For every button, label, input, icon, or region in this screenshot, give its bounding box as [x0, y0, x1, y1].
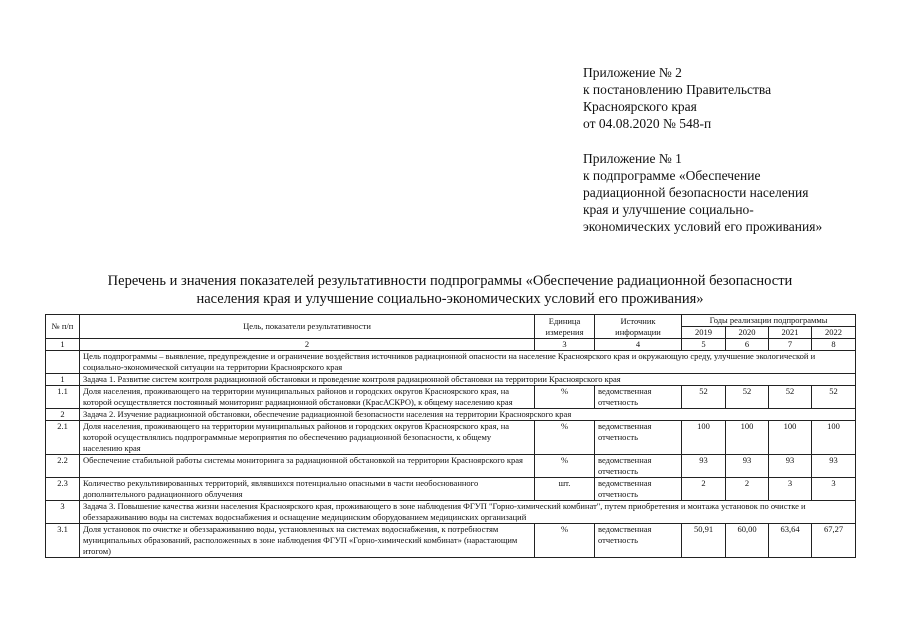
row-value: 67,27: [812, 524, 856, 558]
row-value: 52: [726, 386, 769, 409]
row-unit: %: [535, 524, 595, 558]
header-source: Источник информации: [595, 315, 682, 339]
column-number-row: [46, 339, 856, 351]
row-value: 100: [769, 421, 812, 455]
task-text: Задача 2. Изучение радиационной обстановки, обеспечение радиационной безопасности населения на территории Красноярского края: [80, 409, 856, 421]
row-value: 52: [682, 386, 726, 409]
row-num: 1.1: [46, 386, 80, 409]
row-unit: %: [535, 455, 595, 478]
row-value: 3: [812, 478, 856, 501]
row-value: 52: [769, 386, 812, 409]
column-number: 5: [682, 339, 726, 351]
row-text: Доля установок по очистке и обеззараживанию воды, установленных на системах водоснабжения, к потребностям муниципальных образований, расположенных в зоне наблюдения ФГУП «Горно-химический комбинат» (нарастающим итогом): [80, 524, 535, 558]
task-text: Задача 1. Развитие систем контроля радиационной обстановки и проведение контроля радиационной обстановки на территории Красноярского края: [80, 374, 856, 386]
row-num: 2.1: [46, 421, 80, 455]
row-num: 3.1: [46, 524, 80, 558]
appendix-2-block: [583, 64, 771, 132]
document-title-line-2: населения края и улучшение социально-экономических условий его проживания»: [196, 291, 704, 307]
appendix-1-line: к подпрограмме «Обеспечение: [583, 168, 761, 183]
row-value: 2: [682, 478, 726, 501]
row-text: Доля населения, проживающего на территории муниципальных районов и городских округов Красноярского края, на которой осуществляется постоянный мониторинг радиационной обстановки (КрасАСКРО), к общему населению края: [80, 386, 535, 409]
column-number: 7: [769, 339, 812, 351]
row-value: 60,00: [726, 524, 769, 558]
row-value: 3: [769, 478, 812, 501]
header-year: 2021: [769, 327, 812, 339]
column-number: 8: [812, 339, 856, 351]
indicators-table: [45, 314, 856, 558]
row-value: 52: [812, 386, 856, 409]
appendix-1-line: края и улучшение социально-: [583, 202, 754, 217]
row-text: Количество рекультивированных территорий, являвшихся потенциально опасными в части необоснованного дополнительного радиационного облучения: [80, 478, 535, 501]
table-row: [46, 524, 856, 558]
row-text: Обеспечение стабильной работы системы мониторинга за радиационной обстановкой на территории Красноярского края: [80, 455, 535, 478]
row-value: 93: [812, 455, 856, 478]
row-value: 100: [812, 421, 856, 455]
document-title-line-1: Перечень и значения показателей результативности подпрограммы «Обеспечение радиационной безопасности: [107, 273, 793, 289]
table-row: [46, 421, 856, 455]
task-num: 3: [46, 501, 80, 524]
column-number: 3: [535, 339, 595, 351]
header-year: 2020: [726, 327, 769, 339]
appendix-1-line: экономических условий его проживания»: [583, 219, 823, 234]
row-value: 2: [726, 478, 769, 501]
row-num: 2.2: [46, 455, 80, 478]
appendix-2-line: Красноярского края: [583, 99, 697, 114]
row-text: Доля населения, проживающего на территории муниципальных районов и городских округов Красноярского края, на которой осуществлялись подпрограммные мероприятия по обеспечению радиационной безопасности, к общему населению края: [80, 421, 535, 455]
task-row: [46, 374, 856, 386]
header-goal: Цель, показатели результативности: [80, 315, 535, 339]
row-value: 100: [682, 421, 726, 455]
task-num: 1: [46, 374, 80, 386]
task-text: Задача 3. Повышение качества жизни населения Красноярского края, проживающего в зоне наблюдения ФГУП "Горно-химический комбинат", путем приобретения и монтажа установок по очистке и обеззараживанию воды на системах водоснабжения и оснащение медицинским оборудованием медицинских организаций: [80, 501, 856, 524]
task-num: 2: [46, 409, 80, 421]
appendix-1-block: [583, 150, 822, 235]
header-years-group: Годы реализации подпрограммы: [682, 315, 856, 327]
row-value: 93: [682, 455, 726, 478]
row-source: ведомственная отчетность: [595, 455, 682, 478]
table-row: [46, 478, 856, 501]
appendix-1-line: радиационной безопасности населения: [583, 185, 809, 200]
column-number: 1: [46, 339, 80, 351]
header-year: 2019: [682, 327, 726, 339]
task-row: [46, 409, 856, 421]
column-number: 2: [80, 339, 535, 351]
header-num: № п/п: [46, 315, 80, 339]
table-row: [46, 386, 856, 409]
row-value: 100: [726, 421, 769, 455]
row-source: ведомственная отчетность: [595, 478, 682, 501]
header-year: 2022: [812, 327, 856, 339]
task-row: [46, 501, 856, 524]
appendix-2-line: от 04.08.2020 № 548-п: [583, 116, 712, 131]
row-source: ведомственная отчетность: [595, 524, 682, 558]
column-number: 4: [595, 339, 682, 351]
row-value: 50,91: [682, 524, 726, 558]
column-number: 6: [726, 339, 769, 351]
row-num: 2.3: [46, 478, 80, 501]
row-unit: %: [535, 386, 595, 409]
row-source: ведомственная отчетность: [595, 386, 682, 409]
row-unit: шт.: [535, 478, 595, 501]
appendix-2-line: к постановлению Правительства: [583, 82, 772, 97]
goal-text: Цель подпрограммы – выявление, предупреждение и ограничение воздействия источников радиационной опасности на население Красноярского края и окружающую среду, улучшение экологической и социально-экономической ситуации на территории Красноярского края: [80, 351, 856, 374]
row-value: 93: [769, 455, 812, 478]
goal-row-empty-cell: [46, 351, 80, 374]
row-value: 63,64: [769, 524, 812, 558]
goal-row: [46, 351, 856, 374]
table-row: [46, 455, 856, 478]
row-value: 93: [726, 455, 769, 478]
row-source: ведомственная отчетность: [595, 421, 682, 455]
appendix-1-line: Приложение № 1: [583, 151, 682, 166]
row-unit: %: [535, 421, 595, 455]
header-unit: Единица измерения: [535, 315, 595, 339]
appendix-2-line: Приложение № 2: [583, 65, 682, 80]
